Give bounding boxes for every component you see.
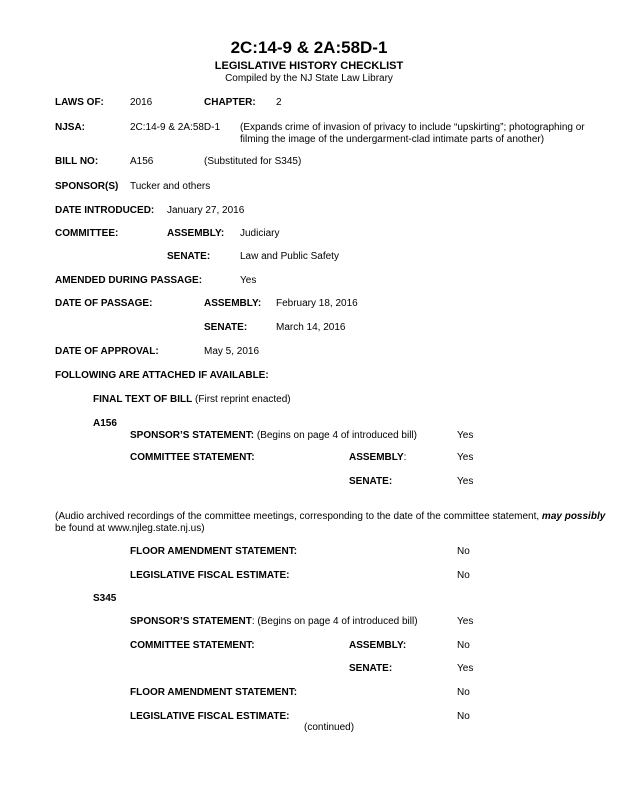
s345-floor-label: FLOOR AMENDMENT STATEMENT: (130, 687, 298, 698)
final-text-note: (First reprint enacted) (195, 394, 291, 405)
committee-senate-label: SENATE: (167, 251, 211, 262)
laws-of-label: LAWS OF: (55, 97, 104, 108)
bill-no-note: (Substituted for S345) (204, 156, 302, 167)
s345-assembly-value: No (457, 640, 470, 651)
chapter-label: CHAPTER: (204, 97, 256, 108)
a156-floor-value: No (457, 546, 470, 557)
a156-sponsor-stmt-note: (Begins on page 4 of introduced bill) (256, 430, 417, 441)
sponsors-value: Tucker and others (130, 181, 211, 192)
laws-of-value: 2016 (130, 97, 153, 108)
audio-note-text: (Audio archived recordings of the committee meetings, corresponding to the date of the committee statement, (55, 511, 542, 522)
s345-sponsor-stmt-label: SPONSOR’S STATEMENT (130, 616, 252, 627)
a156-fiscal-label: LEGISLATIVE FISCAL ESTIMATE: (130, 570, 290, 581)
passage-senate-value: March 14, 2016 (276, 322, 346, 333)
a156-sponsor-line (130, 430, 417, 442)
passage-assembly-value: February 18, 2016 (276, 298, 358, 309)
a156-sponsor-stmt-value: Yes (457, 430, 474, 441)
a156-fiscal-value: No (457, 570, 470, 581)
committee-senate-value: Law and Public Safety (240, 251, 339, 262)
a156-assembly-colon: : (403, 452, 407, 463)
a156-sponsor-stmt-label: SPONSOR’S STATEMENT: (130, 430, 255, 441)
final-text-line (93, 394, 291, 406)
compiled-by: Compiled by the NJ State Law Library (225, 73, 393, 84)
s345-senate-value: Yes (457, 663, 474, 674)
a156-senate-label: SENATE: (349, 476, 393, 487)
njsa-label: NJSA: (55, 122, 86, 133)
amended-value: Yes (240, 275, 257, 286)
njsa-value: 2C:14-9 & 2A:58D-1 (130, 122, 221, 133)
passage-senate-label: SENATE: (204, 322, 248, 333)
amended-label: AMENDED DURING PASSAGE: (55, 275, 203, 286)
passage-assembly-label: ASSEMBLY: (204, 298, 262, 309)
date-introduced-value: January 27, 2016 (167, 205, 245, 216)
page-title: 2C:14-9 & 2A:58D-1 (230, 38, 388, 57)
date-of-passage-label: DATE OF PASSAGE: (55, 298, 153, 309)
a156-floor-label: FLOOR AMENDMENT STATEMENT: (130, 546, 298, 557)
s345-sponsor-line (130, 616, 418, 628)
a156-assembly-line (349, 452, 406, 464)
continued-note: (continued) (304, 722, 355, 733)
attached-heading: FOLLOWING ARE ATTACHED IF AVAILABLE: (55, 370, 269, 381)
audio-note-emphasis: may possibly (541, 511, 606, 522)
audio-note-line1 (55, 511, 605, 523)
s345-sponsor-stmt-note: : (Begins on page 4 of introduced bill) (251, 616, 418, 627)
s345-fiscal-value: No (457, 711, 470, 722)
s345-committee-stmt-label: COMMITTEE STATEMENT: (130, 640, 255, 651)
final-text-label: FINAL TEXT OF BILL (93, 394, 193, 405)
a156-assembly-value: Yes (457, 452, 474, 463)
date-of-approval-label: DATE OF APPROVAL: (55, 346, 159, 357)
bill-no-label: BILL NO: (55, 156, 99, 167)
chapter-value: 2 (276, 97, 282, 108)
s345-fiscal-label: LEGISLATIVE FISCAL ESTIMATE: (130, 711, 290, 722)
committee-assembly-value: Judiciary (240, 228, 280, 239)
date-of-approval-value: May 5, 2016 (204, 346, 260, 357)
a156-senate-value: Yes (457, 476, 474, 487)
njsa-desc-line1: (Expands crime of invasion of privacy to include “upskirting”; photographing or (240, 122, 585, 133)
s345-assembly-label: ASSEMBLY: (349, 640, 407, 651)
page-subtitle: LEGISLATIVE HISTORY CHECKLIST (214, 60, 404, 72)
bill-no-value: A156 (130, 156, 154, 167)
audio-note-line2: be found at www.njleg.state.nj.us) (55, 523, 205, 534)
s345-sponsor-stmt-value: Yes (457, 616, 474, 627)
committee-label: COMMITTEE: (55, 228, 119, 239)
s345-senate-label: SENATE: (349, 663, 393, 674)
s345-floor-value: No (457, 687, 470, 698)
a156-label: A156 (93, 418, 117, 429)
s345-label: S345 (93, 593, 117, 604)
a156-assembly-label: ASSEMBLY (349, 452, 404, 463)
njsa-desc-line2: filming the image of the undergarment-clad intimate parts of another) (240, 134, 545, 145)
committee-assembly-label: ASSEMBLY: (167, 228, 225, 239)
date-introduced-label: DATE INTRODUCED: (55, 205, 155, 216)
sponsors-label: SPONSOR(S) (55, 181, 119, 192)
a156-committee-stmt-label: COMMITTEE STATEMENT: (130, 452, 255, 463)
